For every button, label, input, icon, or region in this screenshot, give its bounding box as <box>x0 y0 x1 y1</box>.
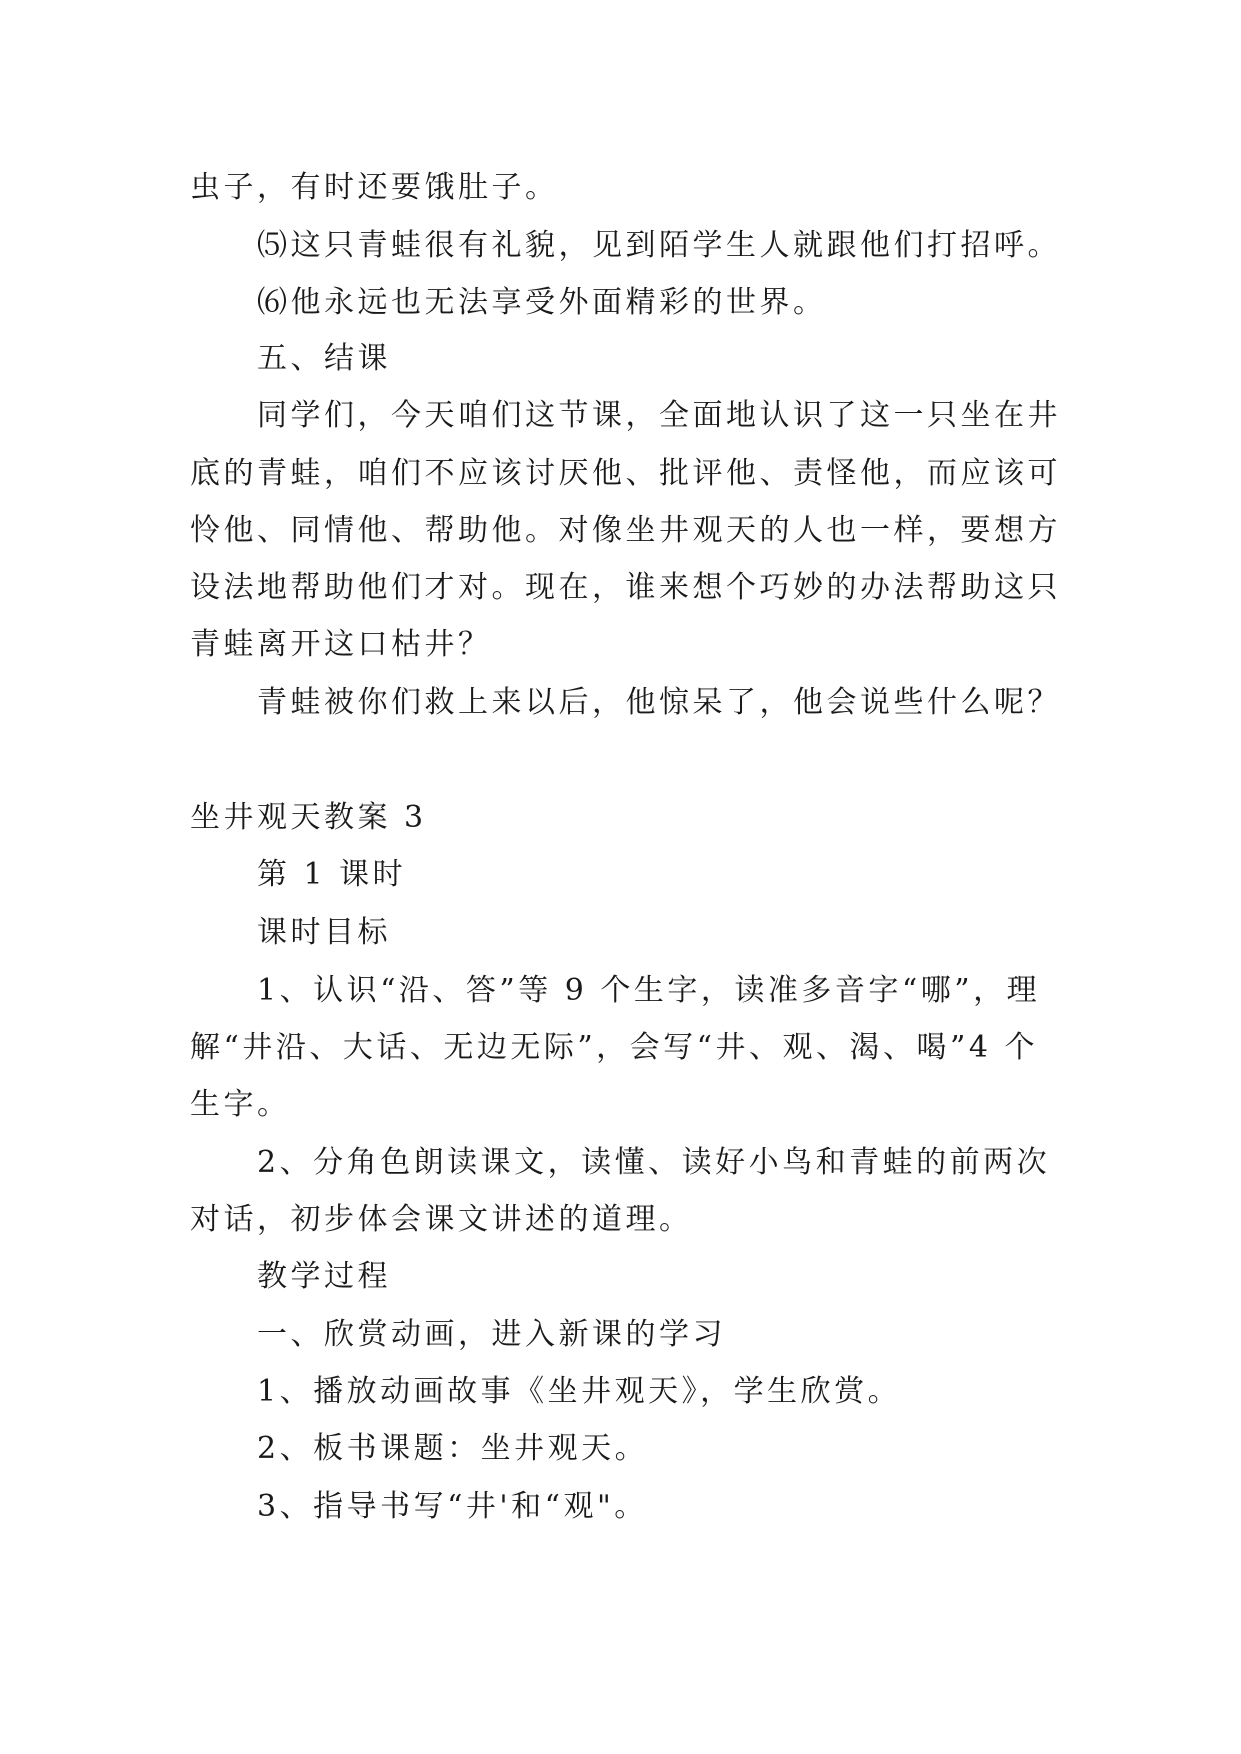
lesson-label: 第 1 课时 <box>257 857 407 892</box>
section-heading: 五、结课 <box>257 341 391 376</box>
text-line: 2、分角色朗读课文，读懂、读好小鸟和青蛙的前两次 <box>257 1145 1051 1180</box>
text-line: 2、板书课题：坐井观天。 <box>257 1431 649 1466</box>
text-line: 青蛙被你们救上来以后，他惊呆了，他会说些什么呢？ <box>257 685 1061 720</box>
section-heading: 课时目标 <box>257 915 391 950</box>
text-line: 1、认识“沿、答”等 9 个生字，读准多音字“哪”，理 <box>257 973 1041 1008</box>
text-line: 设法地帮助他们才对。现在，谁来想个巧妙的办法帮助这只 <box>190 570 1061 605</box>
text-line: 底的青蛙，咱们不应该讨厌他、批评他、责怪他，而应该可 <box>190 456 1061 491</box>
text-line: 1、播放动画故事《坐井观天》，学生欣赏。 <box>257 1374 902 1409</box>
document-title: 坐井观天教案 3 <box>190 800 427 835</box>
text-line: 青蛙离开这口枯井？ <box>190 627 492 662</box>
text-line: 解“井沿、大话、无边无际”，会写“井、观、渴、喝”4 个 <box>190 1030 1038 1065</box>
text-line: 生字。 <box>190 1087 291 1122</box>
text-line: 3、指导书写“井'和“观"。 <box>257 1489 648 1524</box>
section-heading: 一、欣赏动画，进入新课的学习 <box>257 1317 726 1352</box>
text-line: 同学们，今天咱们这节课，全面地认识了这一只坐在井 <box>257 398 1061 433</box>
text-line: 虫子，有时还要饿肚子。 <box>190 170 559 205</box>
section-heading: 教学过程 <box>257 1259 391 1294</box>
text-line: ⑹他永远也无法享受外面精彩的世界。 <box>257 285 827 320</box>
text-line: 对话，初步体会课文讲述的道理。 <box>190 1202 693 1237</box>
text-line: ⑸这只青蛙很有礼貌，见到陌学生人就跟他们打招呼。 <box>257 228 1061 263</box>
text-line: 怜他、同情他、帮助他。对像坐井观天的人也一样，要想方 <box>190 513 1061 548</box>
